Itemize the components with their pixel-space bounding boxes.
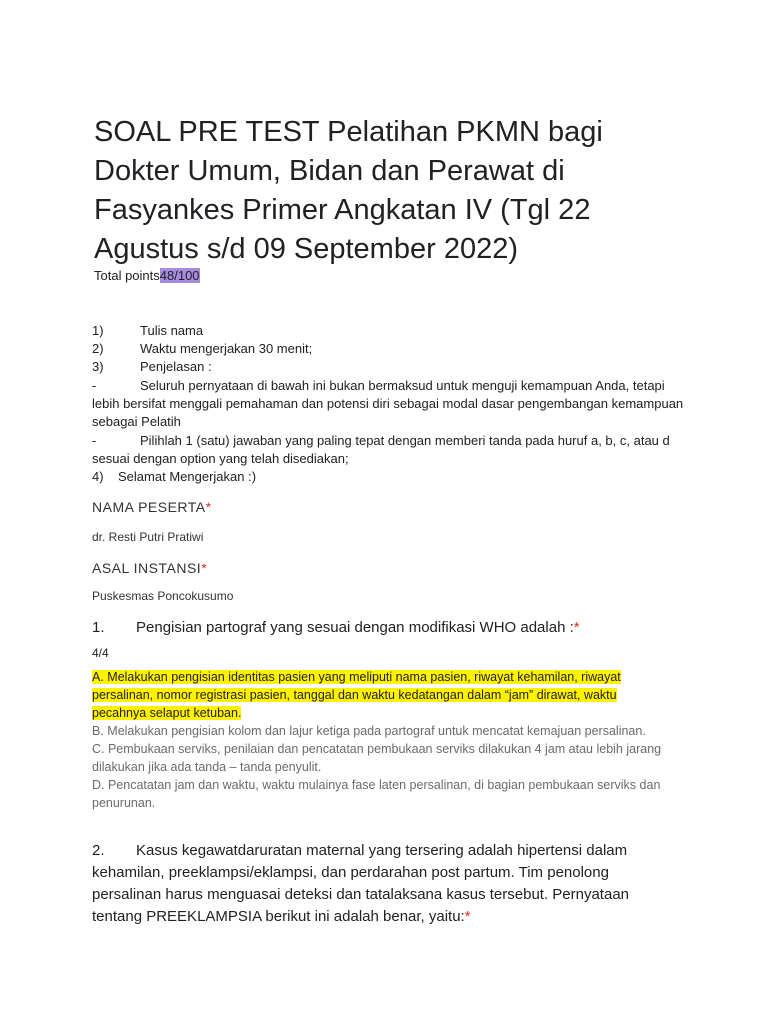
required-mark: * — [201, 560, 208, 576]
nama-peserta-answer: dr. Resti Putri Pratiwi — [92, 530, 204, 544]
required-mark: * — [205, 499, 212, 515]
question-2: 2. Kasus kegawatdaruratan maternal yang tersering adalah hipertensi dalam kehamilan, preeklampsi/eklampsi, dan perdarahan post partum. Tim penolong persalinan harus menguasai deteksi dan tatalaksana kasus tersebut. Pernyataan tentang PREEKLAMPSIA berikut ini adalah benar, yaitu:* — [92, 842, 630, 925]
question-1-score: 4/4 — [92, 646, 109, 660]
instruction-item-2: 2) Waktu mengerjakan 30 menit; — [92, 341, 313, 356]
option-d: D. Pencatatan jam dan waktu, waktu mulainya fase laten persalinan, di bagian pembukaan serviks dan penurunan. — [92, 778, 661, 810]
total-points-label: Total points — [94, 268, 160, 283]
page-title: SOAL PRE TEST Pelatihan PKMN bagi Dokter Umum, Bidan dan Perawat di Fasyankes Primer Angkatan IV (Tgl 22 Agustus s/d 09 September 2022) — [94, 116, 603, 265]
option-c: C. Pembukaan serviks, penilaian dan pencatatan pembukaan serviks dilakukan 4 jam atau lebih jarang dilakukan jika ada tanda – tanda penyulit. — [92, 742, 662, 774]
option-b: B. Melakukan pengisian kolom dan lajur ketiga pada partograf untuk mencatat kemajuan persalinan. — [92, 724, 646, 738]
instruction-item-3: 3) Penjelasan : — [92, 359, 212, 374]
question-1-options — [92, 668, 672, 812]
question-1: 1. Pengisian partograf yang sesuai dengan modifikasi WHO adalah :* — [92, 619, 580, 636]
instruction-item-4: 4) Selamat Mengerjakan :) — [92, 469, 257, 484]
total-points-value: 48/100 — [159, 268, 200, 283]
asal-instansi-label: ASAL INSTANSI* — [92, 560, 208, 576]
nama-peserta-label: NAMA PESERTA* — [92, 499, 212, 515]
instruction-bullet-2: - Pilihlah 1 (satu) jawaban yang paling tepat dengan memberi tanda pada huruf a, b, c, atau d sesuai dengan option yang telah disediakan; — [92, 433, 670, 466]
asal-instansi-answer: Puskesmas Poncokusumo — [92, 589, 234, 603]
option-a-selected: A. Melakukan pengisian identitas pasien yang meliputi nama pasien, riwayat kehamilan, riwayat persalinan, nomor registrasi pasien, tanggal dan waktu kedatangan dalam “jam” dirawat, waktu pecahnya selaput ketuban. — [92, 670, 621, 720]
total-points — [94, 268, 200, 283]
instruction-bullet-1: - Seluruh pernyataan di bawah ini bukan bermaksud untuk menguji kemampuan Anda, tetapi lebih bersifat menggali pemahaman dan potensi diri sebagai modal dasar pengembangan kemampuan sebagai Pelatih — [92, 378, 684, 429]
instruction-item-1: 1) Tulis nama — [92, 323, 204, 338]
